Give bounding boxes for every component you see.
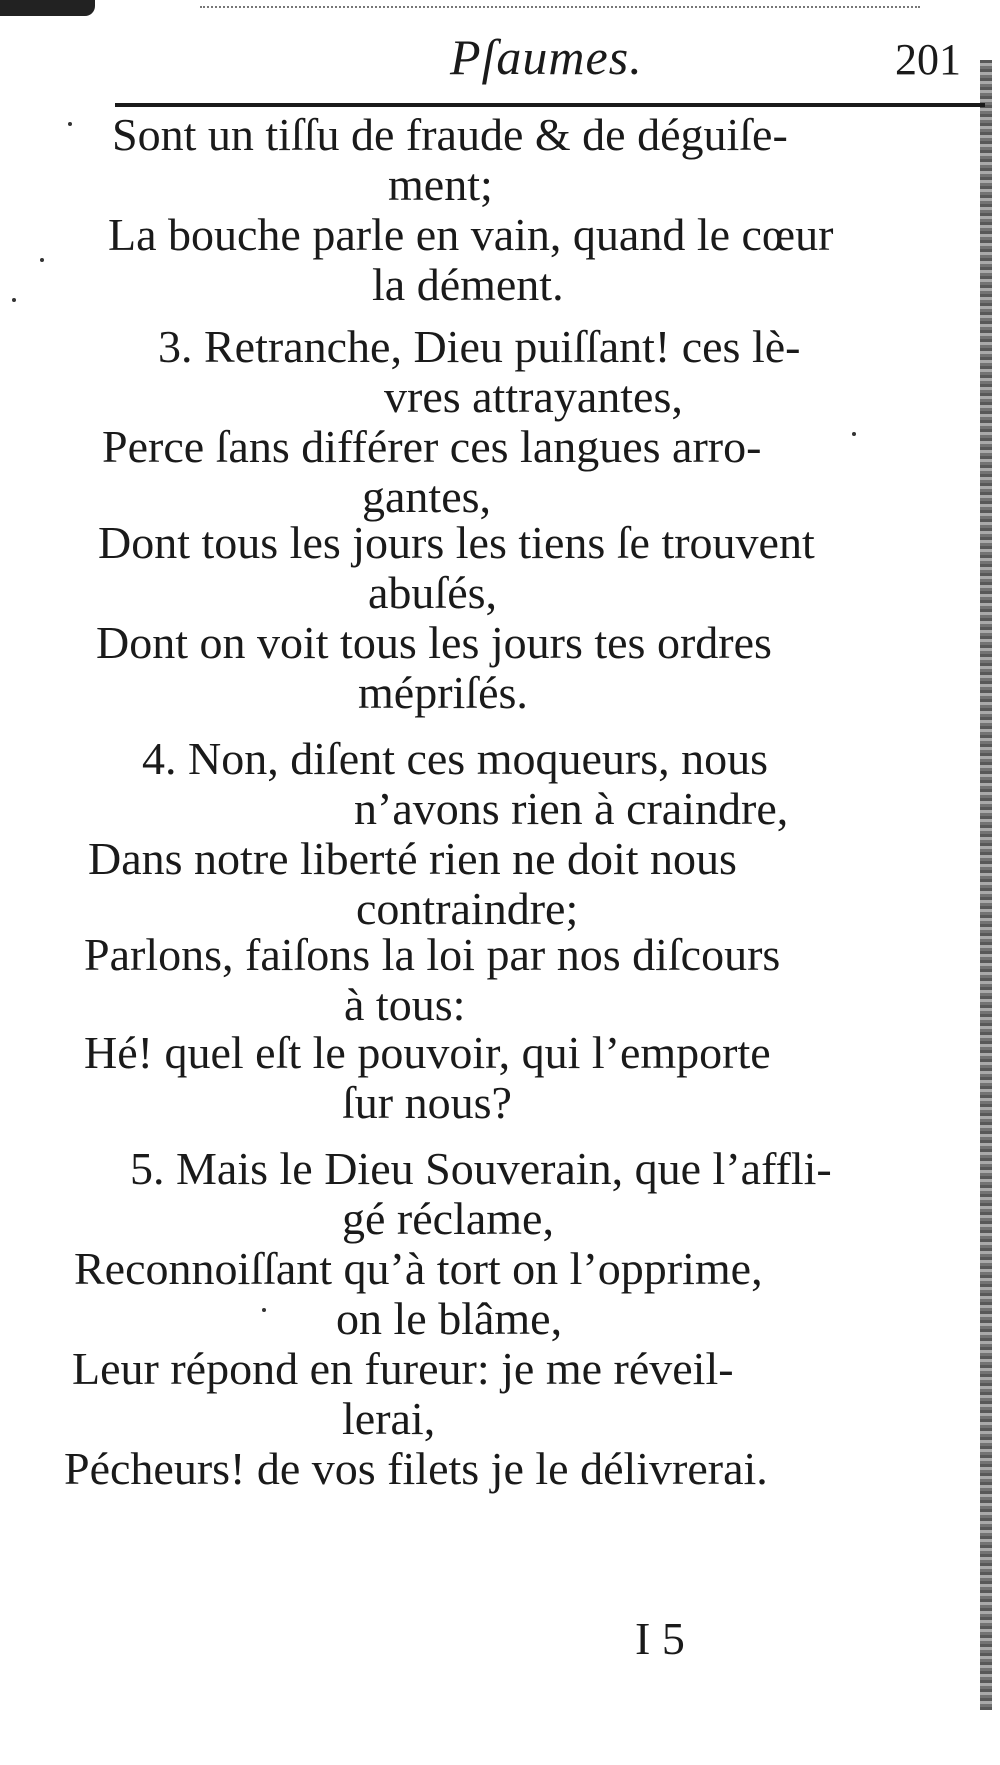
verse-line: la dément. <box>372 259 564 310</box>
page-edge-specks <box>200 6 920 11</box>
verse-line: Dont tous les jours les tiens ſe trouvent <box>98 517 815 568</box>
ink-smudge <box>0 0 95 16</box>
verse-line: La bouche parle en vain, quand le cœur <box>108 209 834 260</box>
verse-line: Dont on voit tous les jours tes ordres <box>96 617 772 668</box>
ink-speck <box>262 1308 266 1312</box>
ink-speck <box>12 298 16 302</box>
verse-line: contraindre; <box>356 883 579 934</box>
verse-line: n’avons rien à craindre, <box>354 783 789 834</box>
running-header <box>0 28 1000 88</box>
verse-line: Reconnoiſſant qu’à tort on l’opprime, <box>74 1243 763 1294</box>
verse-line: 5. Mais le Dieu Souverain, que l’affli- <box>130 1143 832 1194</box>
verse-line: Dans notre liberté rien ne doit nous <box>88 833 737 884</box>
ink-speck <box>68 122 72 126</box>
ink-speck <box>852 432 856 436</box>
verse-line: 3. Retranche, Dieu puiſſant! ces lè- <box>158 321 801 372</box>
verse-line: abuſés, <box>368 567 498 618</box>
verse-line: Parlons, faiſons la loi par nos diſcours <box>84 929 781 980</box>
verse-line: Leur répond en fureur: je me réveil- <box>72 1343 734 1394</box>
catchword: I 5 <box>635 1613 685 1664</box>
ink-speck <box>40 258 44 262</box>
verse-line: Sont un tiſſu de fraude & de déguiſe- <box>112 109 788 160</box>
verse-line: gé réclame, <box>342 1193 554 1244</box>
verse-line: mépriſés. <box>358 667 528 718</box>
verse-line: ſur nous? <box>342 1077 512 1128</box>
verse-line: Hé! quel eſt le pouvoir, qui l’emporte <box>84 1027 771 1078</box>
verse-line: on le blâme, <box>336 1293 563 1344</box>
verse-line: lerai, <box>342 1393 436 1444</box>
verse-line: 4. Non, diſent ces moqueurs, nous <box>142 733 769 784</box>
binding-edge <box>980 60 992 1710</box>
verse-line: ment; <box>388 159 493 210</box>
verse-line: à tous: <box>344 979 466 1030</box>
page-number: 201 <box>895 35 961 84</box>
verse-line: gantes, <box>362 471 492 522</box>
verse-line: vres attrayantes, <box>384 371 683 422</box>
verse-line: Perce ſans différer ces langues arro- <box>102 421 762 472</box>
verse-line: Pécheurs! de vos filets je le délivrerai. <box>64 1443 768 1494</box>
running-title: Pſaumes. <box>450 29 643 85</box>
header-rule <box>115 103 985 107</box>
